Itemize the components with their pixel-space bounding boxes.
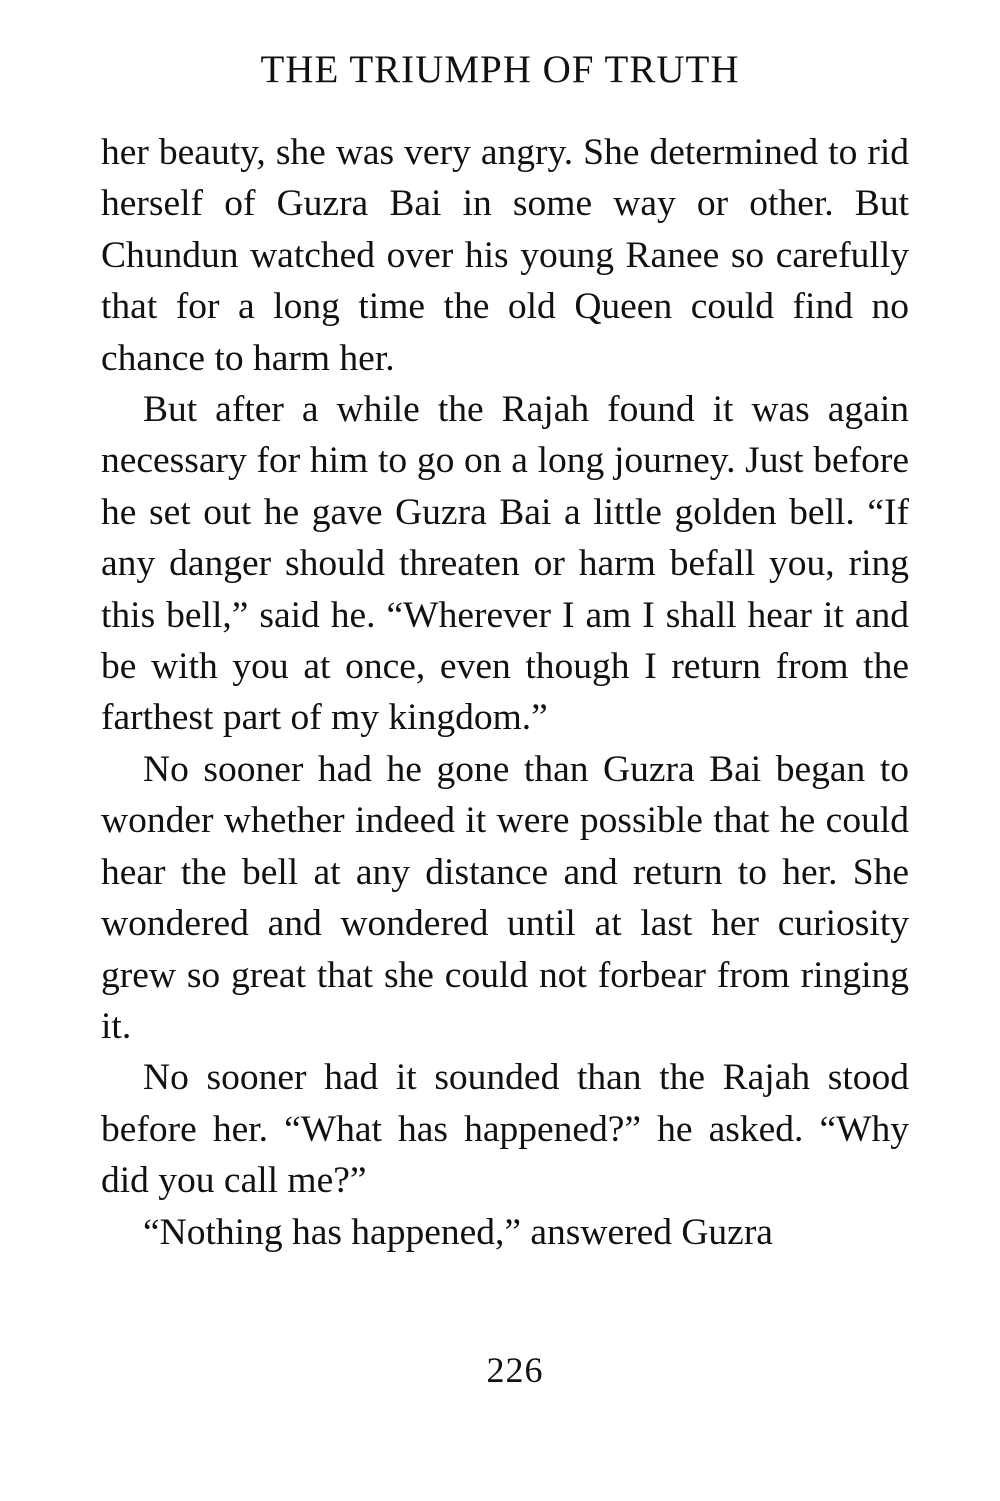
paragraph: But after a while the Rajah found it was again necessary for him to go on a long journey. Just before he set out he gave Guzra Bai a little golden bell. “If any danger should threaten or harm befall you, ring this bell,” said he. “Wherever I am I shall hear it and be with you at once, even though I return from the farthest part of my kingdom.” bbox=[101, 389, 909, 739]
running-title: THE TRIUMPH OF TRUTH bbox=[260, 48, 740, 91]
paragraph-continued: her beauty, she was very angry. She determined to rid herself of Guzra Bai in some way or other. But Chundun watched over his young Ranee so carefully that for a long time the old Queen could find no chance to harm her. bbox=[101, 132, 909, 379]
page-number: 226 bbox=[486, 1350, 544, 1390]
paragraph: “Nothing has happened,” answered Guzra bbox=[143, 1211, 773, 1253]
page-body bbox=[101, 127, 909, 1258]
paragraph: No sooner had it sounded than the Rajah stood before her. “What has happened?” he asked. “Why did you call me?” bbox=[101, 1057, 909, 1202]
paragraph: No sooner had he gone than Guzra Bai began to wonder whether indeed it were possible that he could hear the bell at any distance and return to her. She wondered and wondered until at last her curiosity grew so great that she could not forbear from ringing it. bbox=[101, 748, 909, 1047]
